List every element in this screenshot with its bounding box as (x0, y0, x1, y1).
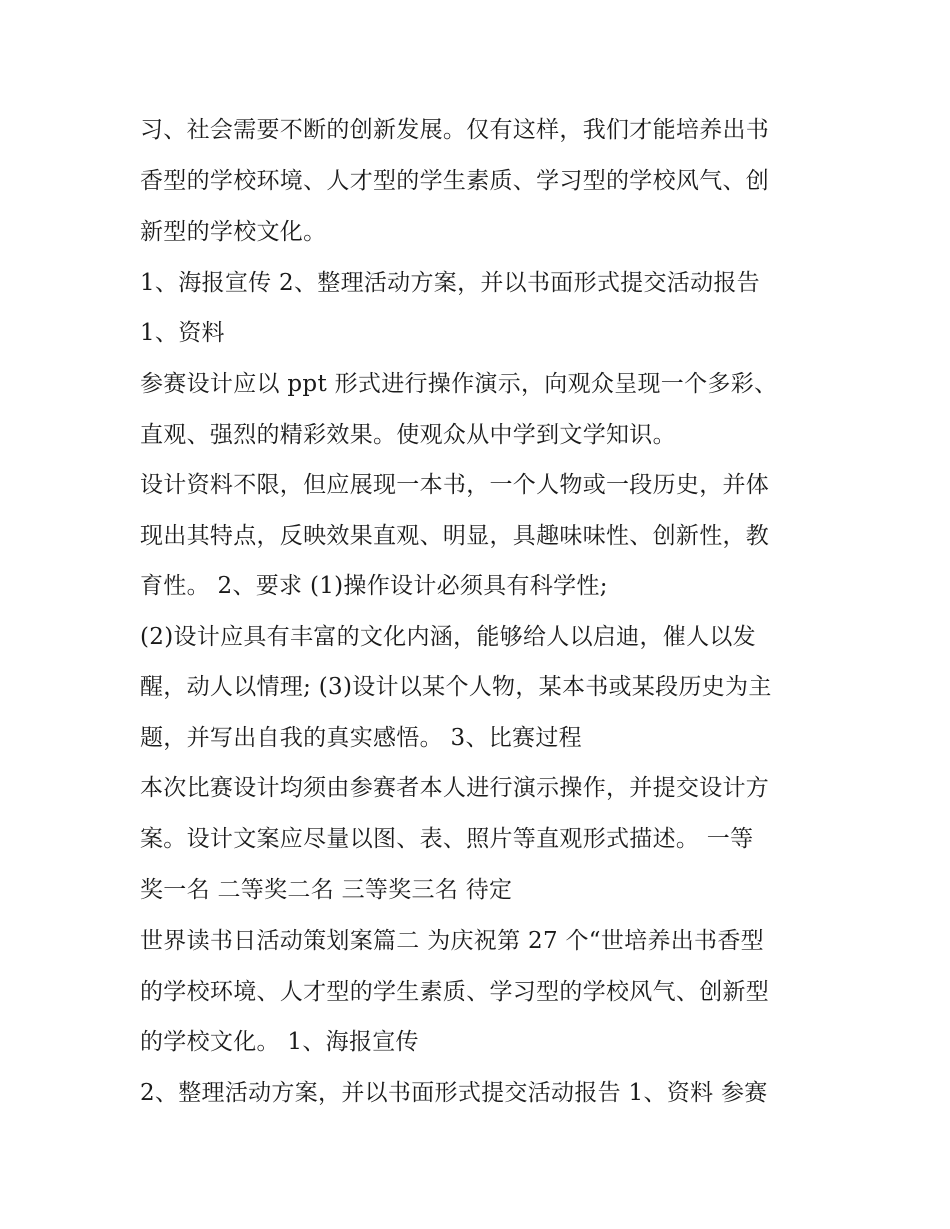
text-line: 世界读书日活动策划案篇二 为庆祝第 27 个“世培养出书香型 (140, 928, 764, 954)
text-line: 参赛设计应以 ppt 形式进行操作演示，向观众呈现一个多彩、 (140, 371, 778, 397)
text-line: 设计资料不限，但应展现一本书，一个人物或一段历史，并体 (140, 472, 770, 498)
text-line: 习、社会需要不断的创新发展。仅有这样，我们才能培养出书 (140, 117, 770, 143)
text-line: (2)设计应具有丰富的文化内涵，能够给人以启迪，催人以发 (140, 624, 756, 650)
text-line: 的学校文化。 1、海报宣传 (140, 1029, 419, 1055)
text-line: 1、海报宣传 2、整理活动方案，并以书面形式提交活动报告 (140, 270, 760, 296)
text-line: 醒，动人以情理; (3)设计以某个人物，某本书或某段历史为主 (140, 674, 772, 700)
text-line: 新型的学校文化。 (140, 219, 327, 245)
text-line: 育性。 2、要求 (1)操作设计必须具有科学性; (140, 573, 608, 599)
text-line: 案。设计文案应尽量以图、表、照片等直观形式描述。 一等 (140, 826, 754, 852)
text-line: 本次比赛设计均须由参赛者本人进行演示操作，并提交设计方 (140, 775, 770, 801)
text-line: 直观、强烈的精彩效果。使观众从中学到文学知识。 (140, 422, 676, 448)
text-line: 香型的学校环境、人才型的学生素质、学习型的学校风气、创 (140, 168, 770, 194)
text-line: 现出其特点，反映效果直观、明显，具趣味味性、创新性，教 (140, 523, 770, 549)
text-line: 的学校环境、人才型的学生素质、学习型的学校风气、创新型 (140, 979, 770, 1005)
text-line: 1、资料 (140, 320, 225, 346)
text-line: 奖一名 二等奖二名 三等奖三名 待定 (140, 877, 513, 903)
text-line: 题，并写出自我的真实感悟。 3、比赛过程 (140, 725, 582, 751)
text-line: 2、整理活动方案，并以书面形式提交活动报告 1、资料 参赛 (140, 1080, 768, 1106)
